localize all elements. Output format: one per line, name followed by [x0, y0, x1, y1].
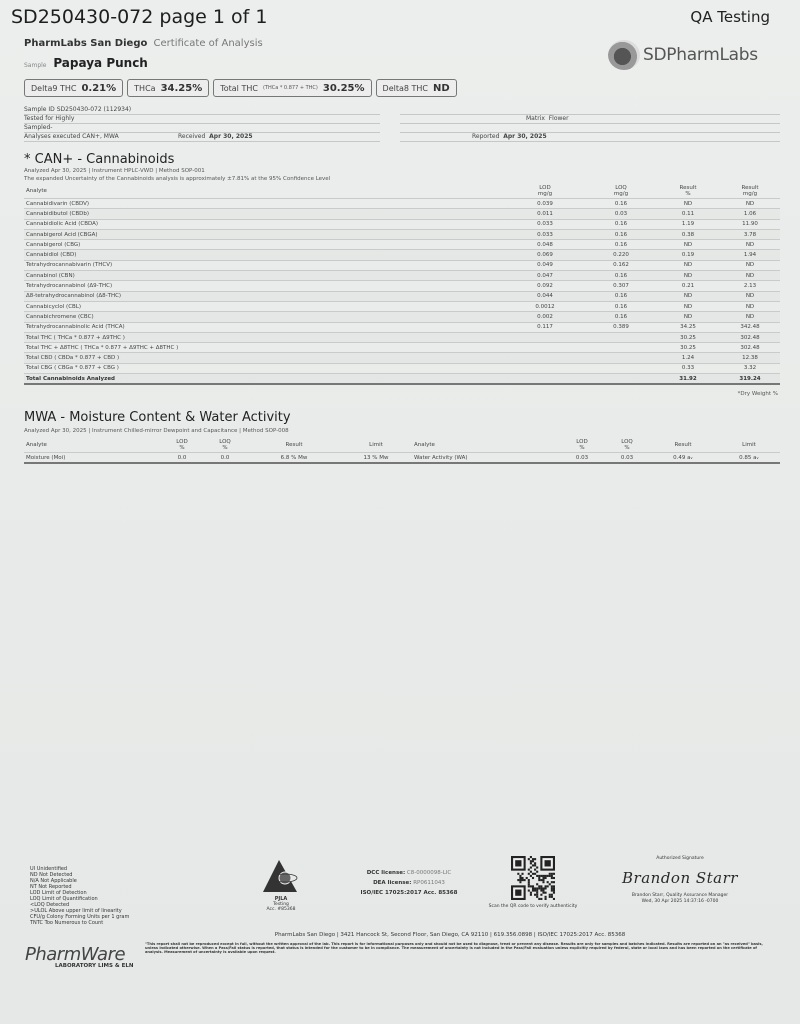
dcc-value: C8-0000098-LIC — [406, 870, 452, 876]
analyte-name: Moisture (Moi) — [24, 453, 162, 464]
analyses — [24, 133, 380, 142]
cell-value: 0.16 — [586, 199, 656, 209]
badge-formula: (THCa * 0.877 + THC) — [262, 85, 318, 91]
matrix-label: Matrix — [526, 115, 545, 122]
sampled: Sampled- — [24, 124, 380, 133]
table-header-row — [24, 438, 780, 453]
analyte-name: Cannabinol (CBN) — [24, 271, 504, 281]
cell-value: 0.21 — [656, 281, 720, 291]
column-header: Result % — [656, 184, 720, 199]
cell-value: 0.044 — [504, 291, 586, 301]
cell-value: ND — [656, 260, 720, 270]
analyte-name: Tetrahydrocannabinol (Δ9-THC) — [24, 281, 504, 291]
cell-value: 30.25 — [656, 343, 720, 353]
analyte-name: Water Activity (WA) — [412, 453, 558, 464]
cannabinoids-title: * CAN+ - Cannabinoids — [24, 152, 175, 167]
doc-type: Certificate of Analysis — [153, 38, 263, 49]
cannabinoids-table — [24, 184, 780, 385]
cell-value: 34.25 — [656, 322, 720, 332]
pjla-logo-icon — [261, 860, 301, 894]
column-header: LOD % — [558, 438, 606, 453]
column-header: LOQ mg/g — [586, 184, 656, 199]
logo-text: SDPharmLabs — [643, 45, 758, 65]
cell-value: 0.16 — [586, 312, 656, 322]
analyte-name: Total THC + Δ8THC ( THCa * 0.877 + Δ9THC + Δ8THC ) — [24, 343, 504, 353]
qr-code-icon[interactable] — [511, 856, 555, 900]
table-row — [24, 260, 780, 270]
badge-label: Delta8 THC — [382, 83, 428, 93]
cell-value: ND — [656, 199, 720, 209]
license-block — [350, 868, 468, 898]
info-spacer — [400, 124, 780, 133]
table-row — [24, 250, 780, 260]
cell-value — [586, 332, 656, 342]
cell-value: 0.11 — [656, 209, 720, 219]
column-header: Limit — [340, 438, 412, 453]
table-header-row — [24, 184, 780, 199]
matrix-value: Flower — [548, 115, 569, 122]
cell-value: 0.38 — [656, 229, 720, 239]
handwritten-signature: Brandon Starr — [622, 869, 738, 887]
cell-value: 319.24 — [720, 374, 780, 385]
california-seal-icon — [608, 40, 640, 70]
cell-value: 1.94 — [720, 250, 780, 260]
badge-thca — [127, 79, 209, 97]
column-header: LOQ % — [202, 438, 248, 453]
cell-value: 31.92 — [656, 374, 720, 385]
legend-item: N/A Not Applicable — [30, 878, 77, 884]
cell-value: 0.16 — [586, 291, 656, 301]
cell-value: 0.03 — [558, 453, 606, 464]
table-row — [24, 343, 780, 353]
abbreviation-legend — [30, 866, 129, 926]
signature-block — [610, 856, 750, 905]
disclaimer: "This report shall not be reproduced except in full, without the written approval of the lab. This report is for informational purposes only and should not be used to diagnose, treat or prevent any disease. Results are only for samples and batches indicated. Results are reported on an "as received" basis, unless indicated otherwise. When a Pass/Fail status is reported, that status is intended for the customer to be in compliance. The measurement of uncertainty is not included in the Pass/Fail evaluation unless explicitly required by federal, state or local laws and has been reported on the certificate of analysis. Measurement of uncertainty is available upon request. — [145, 942, 763, 955]
column-header: LOD % — [162, 438, 202, 453]
received-date: Apr 30, 2025 — [209, 133, 253, 140]
cell-value: 0.049 — [504, 260, 586, 270]
lab-address: PharmLabs San Diego | 3421 Hancock St, Second Floor, San Diego, CA 92110 | 619.356.0898 | ISO/IEC 17025:2017 Acc. 85368 — [274, 932, 626, 938]
legend-item: NT Not Reported — [30, 884, 72, 890]
dea-license — [350, 878, 468, 888]
analyte-name: Cannabigerol (CBG) — [24, 240, 504, 250]
pjla-sub: Testing — [273, 902, 289, 907]
cell-value: 6.8 % Mw — [248, 453, 340, 464]
badge-total-thc — [213, 79, 371, 97]
badge-label: THCa — [134, 83, 156, 93]
cell-value — [504, 353, 586, 363]
table-row — [24, 332, 780, 342]
lab-header — [24, 38, 263, 49]
table-row — [24, 301, 780, 311]
matrix — [400, 115, 780, 124]
table-row — [24, 271, 780, 281]
cell-value: 0.85 aᵥ — [718, 453, 780, 464]
analyte-name: Total CBG ( CBGa * 0.877 + CBG ) — [24, 363, 504, 373]
cell-value: 0.048 — [504, 240, 586, 250]
info-spacer — [400, 106, 780, 115]
column-header: Result — [248, 438, 340, 453]
dea-label: DEA license: — [373, 880, 412, 886]
cell-value: 0.16 — [586, 271, 656, 281]
legend-item: CFU/g Colony Forming Units per 1 gram — [30, 914, 130, 920]
column-header: Result — [648, 438, 718, 453]
table-row — [24, 322, 780, 332]
cell-value: 0.16 — [586, 301, 656, 311]
badge-value: 30.25% — [322, 82, 365, 94]
table-row — [24, 229, 780, 239]
cell-value — [504, 343, 586, 353]
reported-label: Reported — [472, 133, 500, 140]
cell-value: 0.162 — [586, 260, 656, 270]
badge-value: ND — [433, 82, 450, 94]
cell-value — [586, 343, 656, 353]
legend-item: LOQ Limit of Quantification — [30, 896, 98, 902]
cell-value: 0.389 — [586, 322, 656, 332]
sample-line — [24, 56, 148, 70]
table-row — [24, 363, 780, 373]
cell-value: 0.220 — [586, 250, 656, 260]
cell-value: 0.117 — [504, 322, 586, 332]
cell-value: 342.48 — [720, 322, 780, 332]
analyte-name: Total CBD ( CBDa * 0.877 + CBD ) — [24, 353, 504, 363]
cell-value: 0.307 — [586, 281, 656, 291]
cell-value: ND — [656, 312, 720, 322]
cell-value: 0.0012 — [504, 301, 586, 311]
analyte-name: Total THC ( THCa * 0.877 + Δ9THC ) — [24, 332, 504, 342]
badge-label: Delta9 THC — [31, 83, 77, 93]
sample-label: Sample — [24, 62, 47, 69]
cell-value: 30.25 — [656, 332, 720, 342]
analyte-name: Cannabigerol Acid (CBGA) — [24, 229, 504, 239]
analyte-name: Cannabidiolic Acid (CBDA) — [24, 219, 504, 229]
table-row — [24, 353, 780, 363]
sample-info-left — [24, 106, 380, 142]
qr-caption: Scan the QR code to verify authenticity — [488, 904, 578, 909]
legend-item: TNTC Too Numerous to Count — [30, 920, 104, 926]
analyte-name: Cannabicyclol (CBL) — [24, 301, 504, 311]
document-title: SD250430-072 page 1 of 1 — [11, 6, 268, 28]
cell-value — [504, 363, 586, 373]
cell-value: 1.24 — [656, 353, 720, 363]
column-header: LOD mg/g — [504, 184, 586, 199]
cell-value: ND — [720, 260, 780, 270]
analyte-name: Tetrahydrocannabivarin (THCV) — [24, 260, 504, 270]
analyte-name: Tetrahydrocannabinolic Acid (THCA) — [24, 322, 504, 332]
cell-value: 0.033 — [504, 229, 586, 239]
column-header: Analyte — [412, 438, 558, 453]
cell-value: ND — [720, 240, 780, 250]
badge-delta9-thc — [24, 79, 123, 97]
pjla-acc: Acc. #85368 — [266, 907, 296, 912]
dry-weight-note: *Dry Weight % — [737, 391, 778, 397]
reported-date: Apr 30, 2025 — [503, 133, 547, 140]
cell-value: 0.069 — [504, 250, 586, 260]
legend-item: ND Not Detected — [30, 872, 73, 878]
moisture-table — [24, 438, 780, 464]
column-header: Analyte — [24, 438, 162, 453]
cell-value: ND — [656, 291, 720, 301]
pjla-accreditation — [258, 860, 304, 912]
pharmware-logo-text: PharmWare — [25, 944, 126, 965]
table-row — [24, 209, 780, 219]
reported — [400, 133, 780, 142]
legend-item: LOD Limit of Detection — [30, 890, 87, 896]
cell-value: 13 % Mw — [340, 453, 412, 464]
authorized-signature-label: Authorized Signature — [656, 856, 704, 861]
cell-value: ND — [720, 301, 780, 311]
cannabinoids-analyzed: Analyzed Apr 30, 2025 | Instrument HPLC-VWD | Method SOP-001 — [24, 168, 205, 174]
cell-value: 0.002 — [504, 312, 586, 322]
table-row — [24, 281, 780, 291]
pjla-name: PJLA — [274, 896, 288, 902]
analyte-name: Δ8-tetrahydrocannabinol (Δ8-THC) — [24, 291, 504, 301]
dcc-label: DCC license: — [366, 870, 406, 876]
signed-timestamp: Wed, 30 Apr 2025 14:37:16 -0700 — [641, 899, 719, 904]
sample-name: Papaya Punch — [53, 56, 148, 70]
table-row — [24, 219, 780, 229]
table-row — [24, 199, 780, 209]
qa-testing-label: QA Testing — [690, 8, 770, 26]
summary-badges — [24, 79, 457, 97]
cell-value: ND — [720, 312, 780, 322]
lab-name: PharmLabs San Diego — [24, 38, 148, 49]
analyte-name: Total Cannabinoids Analyzed — [24, 374, 504, 385]
cell-value — [504, 374, 586, 385]
cell-value: 0.49 aᵥ — [648, 453, 718, 464]
cell-value: ND — [656, 271, 720, 281]
table-row — [24, 374, 780, 385]
moisture-analyzed: Analyzed Apr 30, 2025 | Instrument Chilled-mirror Dewpoint and Capacitance | Method SOP-008 — [24, 428, 289, 434]
cell-value: 0.16 — [586, 240, 656, 250]
cell-value: 0.047 — [504, 271, 586, 281]
cell-value: 0.19 — [656, 250, 720, 260]
cell-value: 3.78 — [720, 229, 780, 239]
moisture-title: MWA - Moisture Content & Water Activity — [24, 410, 291, 425]
legend-item: >ULOL Above upper limit of linearity — [30, 908, 122, 914]
iso-accreditation: ISO/IEC 17025:2017 Acc. 85368 — [360, 890, 458, 896]
cell-value: 0.33 — [656, 363, 720, 373]
received-label: Received — [178, 133, 206, 140]
cell-value: 0.0 — [162, 453, 202, 464]
legend-item: UI Unidentified — [30, 866, 68, 872]
badge-label: Total THC — [220, 83, 258, 93]
cell-value: 0.16 — [586, 219, 656, 229]
cell-value: 0.03 — [586, 209, 656, 219]
badge-value: 34.25% — [160, 82, 203, 94]
column-header: Limit — [718, 438, 780, 453]
cell-value: ND — [720, 271, 780, 281]
signer-name: Brandon Starr, Quality Assurance Manager — [631, 893, 729, 898]
cell-value: ND — [656, 240, 720, 250]
cell-value: 0.011 — [504, 209, 586, 219]
analyte-name: Cannabidiol (CBD) — [24, 250, 504, 260]
analyte-name: Cannabichromene (CBC) — [24, 312, 504, 322]
analyte-name: Cannabidivarin (CBDV) — [24, 199, 504, 209]
badge-value: 0.21% — [81, 82, 117, 94]
cell-value: 0.16 — [586, 229, 656, 239]
cell-value: 0.033 — [504, 219, 586, 229]
cell-value: 1.06 — [720, 209, 780, 219]
table-row — [24, 312, 780, 322]
cell-value — [586, 374, 656, 385]
cell-value: 1.19 — [656, 219, 720, 229]
cannabinoids-uncertainty: The expanded Uncertainty of the Cannabinoids analysis is approximately ±7.81% at the 95% Confidence Level — [24, 176, 331, 182]
sdpharmlabs-logo — [608, 40, 758, 70]
dea-value: RP0611043 — [413, 880, 445, 886]
cell-value: 0.03 — [606, 453, 648, 464]
cell-value: 2.13 — [720, 281, 780, 291]
cell-value: 302.48 — [720, 332, 780, 342]
cell-value: 3.32 — [720, 363, 780, 373]
analyses-text: Analyses executed CAN+, MWA — [24, 133, 119, 140]
cell-value — [586, 353, 656, 363]
badge-delta8-thc — [376, 79, 457, 97]
received — [178, 133, 253, 141]
pharmware-sub: LABORATORY LIMS & ELN — [55, 963, 134, 969]
table-row — [24, 291, 780, 301]
column-header: Analyte — [24, 184, 504, 199]
pharmware-logo — [25, 944, 133, 969]
cell-value — [586, 363, 656, 373]
cell-value: ND — [656, 301, 720, 311]
cell-value: 0.039 — [504, 199, 586, 209]
sample-id: Sample ID SD250430-072 (112934) — [24, 106, 380, 115]
cell-value: 302.48 — [720, 343, 780, 353]
table-row — [24, 453, 780, 464]
cell-value: 0.0 — [202, 453, 248, 464]
cell-value: ND — [720, 199, 780, 209]
tested-for: Tested for Highly — [24, 115, 380, 124]
cell-value — [504, 332, 586, 342]
legend-item: <LOQ Detected — [30, 902, 70, 908]
cell-value: 11.90 — [720, 219, 780, 229]
column-header: LOQ % — [606, 438, 648, 453]
analyte-name: Cannabidibutol (CBDb) — [24, 209, 504, 219]
sample-info-right — [400, 106, 780, 142]
table-row — [24, 240, 780, 250]
dcc-license — [350, 868, 468, 878]
cell-value: 12.38 — [720, 353, 780, 363]
cell-value: ND — [720, 291, 780, 301]
cell-value: 0.092 — [504, 281, 586, 291]
column-header: Result mg/g — [720, 184, 780, 199]
